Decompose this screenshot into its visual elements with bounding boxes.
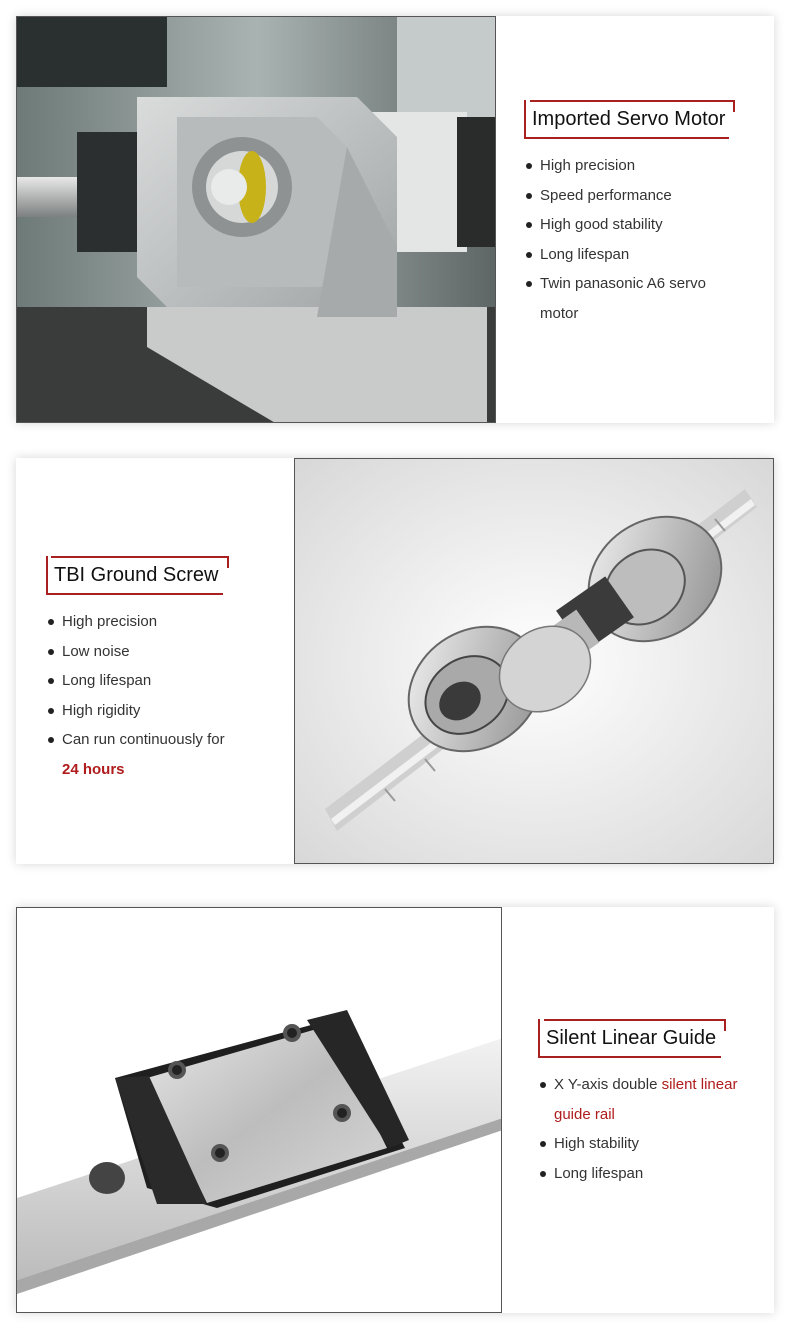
linear-guide-title: Silent Linear Guide: [546, 1027, 717, 1049]
servo-motor-title: Imported Servo Motor: [532, 108, 726, 130]
ground-screw-feature-list: [46, 607, 286, 784]
feature-item: High stability: [538, 1129, 774, 1159]
servo-motor-photo: [16, 16, 496, 423]
feature-item: High good stability: [524, 210, 764, 240]
feature-item: Long lifespan: [524, 240, 764, 270]
linear-guide-title-frame: [538, 1019, 726, 1056]
feature-item: Twin panasonic A6 servo motor: [524, 269, 740, 328]
linear-guide-text: [538, 1019, 774, 1188]
servo-motor-feature-list: [524, 151, 764, 328]
servo-motor-card: [16, 16, 774, 423]
feature-item: Long lifespan: [538, 1159, 774, 1189]
feature-item: Low noise: [46, 637, 286, 667]
feature-highlight: silent linear guide rail: [554, 1076, 738, 1123]
feature-item: Speed performance: [524, 181, 764, 211]
ball-screw-illustration: [295, 459, 774, 864]
feature-text: Can run continuously for: [62, 731, 225, 748]
servo-motor-illustration: [17, 17, 496, 423]
feature-item: High precision: [46, 607, 286, 637]
linear-guide-feature-list: [538, 1070, 774, 1188]
ground-screw-title-frame: [46, 556, 229, 593]
feature-highlight: 24 hours: [62, 760, 125, 778]
linear-guide-illustration: [17, 908, 502, 1313]
ground-screw-text: [46, 556, 286, 784]
feature-item: [46, 725, 232, 784]
servo-motor-title-frame: [524, 100, 735, 137]
linear-guide-card: [16, 907, 774, 1313]
linear-guide-photo: [16, 907, 502, 1313]
ground-screw-card: [16, 458, 774, 864]
ball-screw-photo: [294, 458, 774, 864]
ground-screw-title: TBI Ground Screw: [54, 564, 219, 586]
feature-text: X Y-axis double: [554, 1076, 662, 1093]
feature-item: High precision: [524, 151, 764, 181]
feature-item: Long lifespan: [46, 666, 286, 696]
feature-item: High rigidity: [46, 696, 286, 726]
feature-item: [538, 1070, 774, 1129]
servo-motor-text: [524, 100, 764, 328]
